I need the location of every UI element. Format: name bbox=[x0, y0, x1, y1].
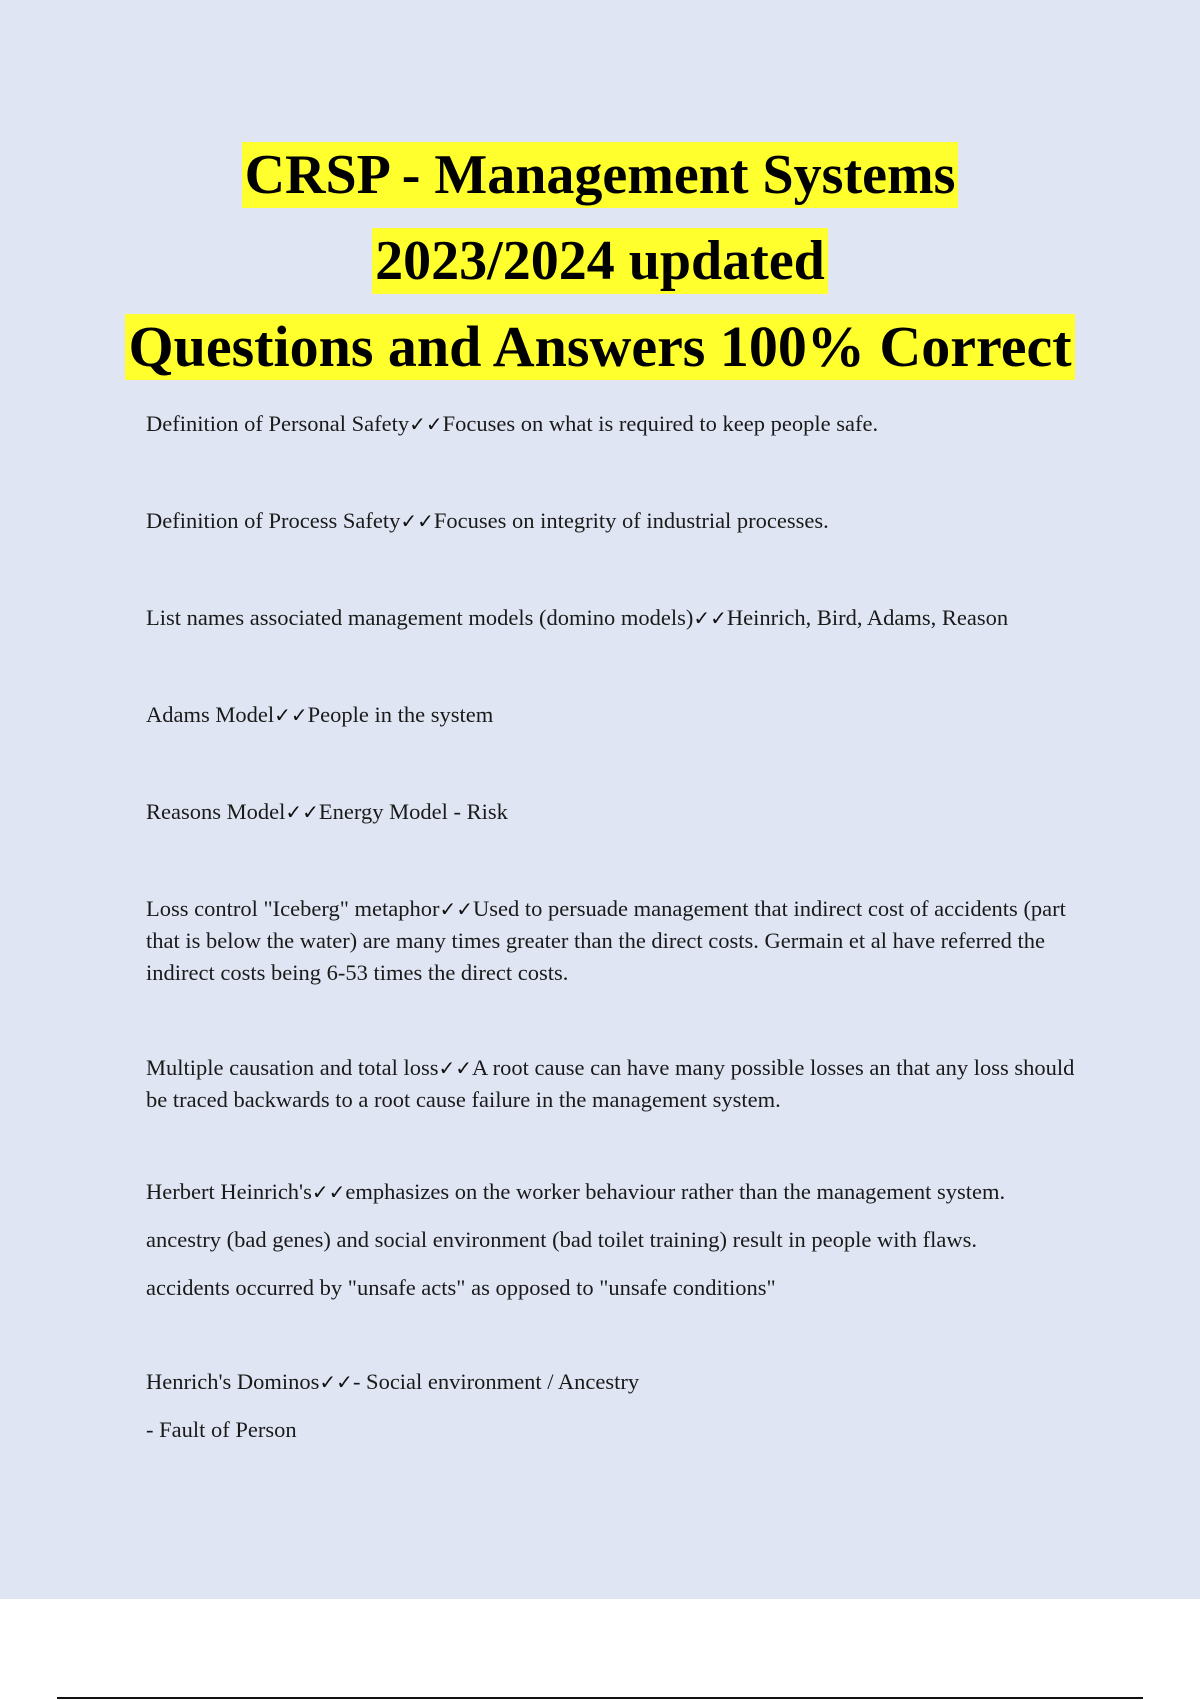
double-check-icon: ✓✓ bbox=[409, 412, 443, 436]
double-check-icon: ✓✓ bbox=[693, 606, 727, 630]
qa-item bbox=[146, 699, 1096, 731]
qa-item bbox=[146, 796, 1096, 828]
question-text: Definition of Process Safety bbox=[146, 508, 401, 533]
double-check-icon: ✓✓ bbox=[319, 1370, 353, 1394]
double-check-icon: ✓✓ bbox=[400, 509, 434, 533]
answer-continuation: - Fault of Person bbox=[146, 1417, 297, 1442]
double-check-icon: ✓✓ bbox=[274, 703, 308, 727]
answer-continuation: accidents occurred by "unsafe acts" as opposed to "unsafe conditions" bbox=[146, 1275, 776, 1300]
answer-text: Used to persuade management that indirect cost of accidents (part that is below the water) are many times greater than the direct costs. Germain et al have referred the indirect costs being 6-53 times the direct costs. bbox=[146, 896, 1066, 985]
qa-item bbox=[146, 1358, 1096, 1454]
qa-item bbox=[146, 1168, 1096, 1312]
question-text: Loss control "Iceberg" metaphor bbox=[146, 896, 440, 921]
question-text: Multiple causation and total loss bbox=[146, 1055, 439, 1080]
title-line-2: 2023/2024 updated bbox=[372, 228, 828, 294]
answer-text: - Social environment / Ancestry bbox=[352, 1369, 640, 1394]
footer-divider bbox=[57, 1697, 1143, 1699]
question-text: Definition of Personal Safety bbox=[146, 411, 410, 436]
answer-text: Energy Model - Risk bbox=[318, 799, 508, 824]
double-check-icon: ✓✓ bbox=[439, 897, 474, 921]
title-line-3: Questions and Answers 100% Correct bbox=[125, 314, 1074, 380]
answer-text: Focuses on integrity of industrial processes. bbox=[433, 508, 829, 533]
answer-text: emphasizes on the worker behaviour rather than the management system. bbox=[345, 1179, 1006, 1204]
qa-item bbox=[146, 893, 1096, 989]
document-title bbox=[0, 142, 1200, 400]
question-text: Adams Model bbox=[146, 702, 275, 727]
qa-item bbox=[146, 602, 1096, 634]
double-check-icon: ✓✓ bbox=[311, 1180, 346, 1204]
question-text: Reasons Model bbox=[146, 799, 286, 824]
question-text: List names associated management models (domino models) bbox=[146, 605, 694, 630]
qa-item bbox=[146, 408, 1096, 440]
question-text: Henrich's Dominos bbox=[146, 1369, 320, 1394]
double-check-icon: ✓✓ bbox=[285, 800, 319, 824]
qa-item bbox=[146, 1052, 1096, 1116]
answer-text: A root cause can have many possible losses an that any loss should be traced backwards to a root cause failure in the management system. bbox=[146, 1055, 1075, 1112]
answer-text: People in the system bbox=[307, 702, 494, 727]
double-check-icon: ✓✓ bbox=[438, 1056, 472, 1080]
answer-text: Heinrich, Bird, Adams, Reason bbox=[726, 605, 1009, 630]
qa-item bbox=[146, 505, 1096, 537]
answer-text: Focuses on what is required to keep people safe. bbox=[442, 411, 879, 436]
title-line-1: CRSP - Management Systems bbox=[242, 142, 959, 208]
answer-continuation: ancestry (bad genes) and social environment (bad toilet training) result in people with flaws. bbox=[146, 1227, 977, 1252]
question-text: Herbert Heinrich's bbox=[146, 1179, 312, 1204]
